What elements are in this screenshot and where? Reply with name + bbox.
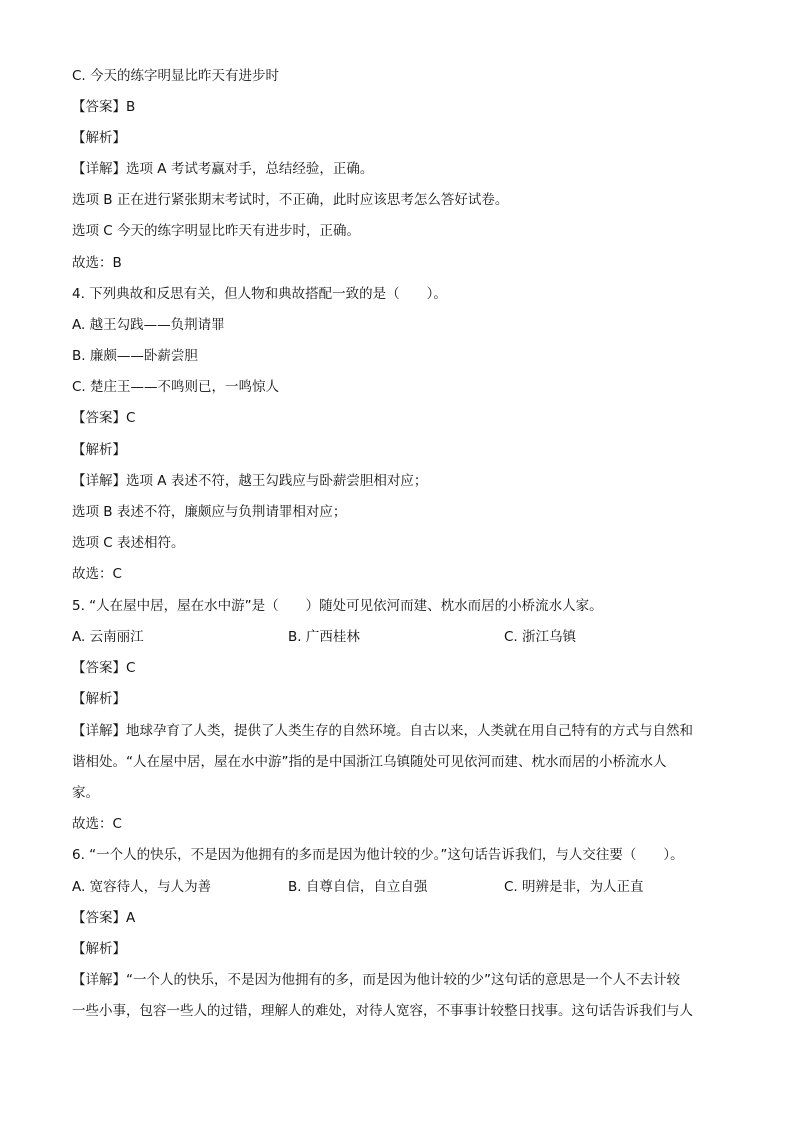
q4-detail-1: 【详解】选项 A 表述不符，越王勾践应与卧薪尝胆相对应； — [72, 473, 428, 489]
q5-option-a: A. 云南丽江 — [72, 629, 144, 645]
q5-option-c: C. 浙江乌镇 — [504, 629, 577, 645]
q4-answer: 【答案】C — [72, 410, 136, 426]
q5-detail-3: 家。 — [72, 785, 99, 801]
q3-option-c: C. 今天的练字明显比昨天有进步时 — [72, 68, 280, 84]
q6-detail-2: 一些小事，包容一些人的过错，理解人的难处，对待人宽容，不事事计较整日找事。这句话告诉我们与人 — [72, 1003, 693, 1019]
q3-answer: 【答案】B — [72, 99, 136, 115]
q3-choice: 故选：B — [72, 255, 122, 271]
q5-analysis-label: 【解析】 — [72, 691, 126, 707]
q3-analysis-label: 【解析】 — [72, 130, 126, 146]
q6-detail-1: 【详解】“一个人的快乐，不是因为他拥有的多，而是因为他计较的少”这句话的意思是一个人不去计较 — [72, 972, 680, 988]
q5-choice: 故选：C — [72, 816, 122, 832]
q4-stem: 4. 下列典故和反思有关，但人物和典故搭配一致的是（ ）。 — [72, 286, 447, 302]
q6-stem: 6. “一个人的快乐，不是因为他拥有的多而是因为他计较的少。”这句话告诉我们，与人交往要（ ）。 — [72, 847, 684, 863]
q4-choice: 故选：C — [72, 566, 122, 582]
q4-detail-3: 选项 C 表述相符。 — [72, 535, 185, 551]
q4-analysis-label: 【解析】 — [72, 442, 126, 458]
q4-detail-2: 选项 B 表述不符，廉颇应与负荆请罪相对应； — [72, 504, 347, 520]
q5-answer: 【答案】C — [72, 660, 136, 676]
q4-option-a: A. 越王勾践——负荆请罪 — [72, 317, 225, 333]
q4-option-b: B. 廉颇——卧薪尝胆 — [72, 348, 198, 364]
q5-detail-2: 谐相处。“人在屋中居，屋在水中游”指的是中国浙江乌镇随处可见依河而建、枕水而居的小桥流水人 — [72, 754, 667, 770]
q6-option-b: B. 自尊自信，自立自强 — [288, 879, 428, 895]
q5-stem: 5. “人在屋中居，屋在水中游”是（ ）随处可见依河而建、枕水而居的小桥流水人家。 — [72, 598, 603, 614]
q3-detail-2: 选项 B 正在进行紧张期末考试时，不正确，此时应该思考怎么答好试卷。 — [72, 192, 509, 208]
q6-answer: 【答案】A — [72, 910, 136, 926]
q5-detail-1: 【详解】地球孕育了人类，提供了人类生存的自然环境。自古以来，人类就在用自己特有的方式与自然和 — [72, 723, 693, 739]
q6-analysis-label: 【解析】 — [72, 941, 126, 957]
q6-option-a: A. 宽容待人，与人为善 — [72, 879, 212, 895]
q3-detail-1: 【详解】选项 A 考试考赢对手，总结经验，正确。 — [72, 161, 374, 177]
q3-detail-3: 选项 C 今天的练字明显比昨天有进步时，正确。 — [72, 223, 361, 239]
q4-option-c: C. 楚庄王——不鸣则已，一鸣惊人 — [72, 379, 280, 395]
q5-option-b: B. 广西桂林 — [288, 629, 360, 645]
q6-option-c: C. 明辨是非，为人正直 — [504, 879, 644, 895]
